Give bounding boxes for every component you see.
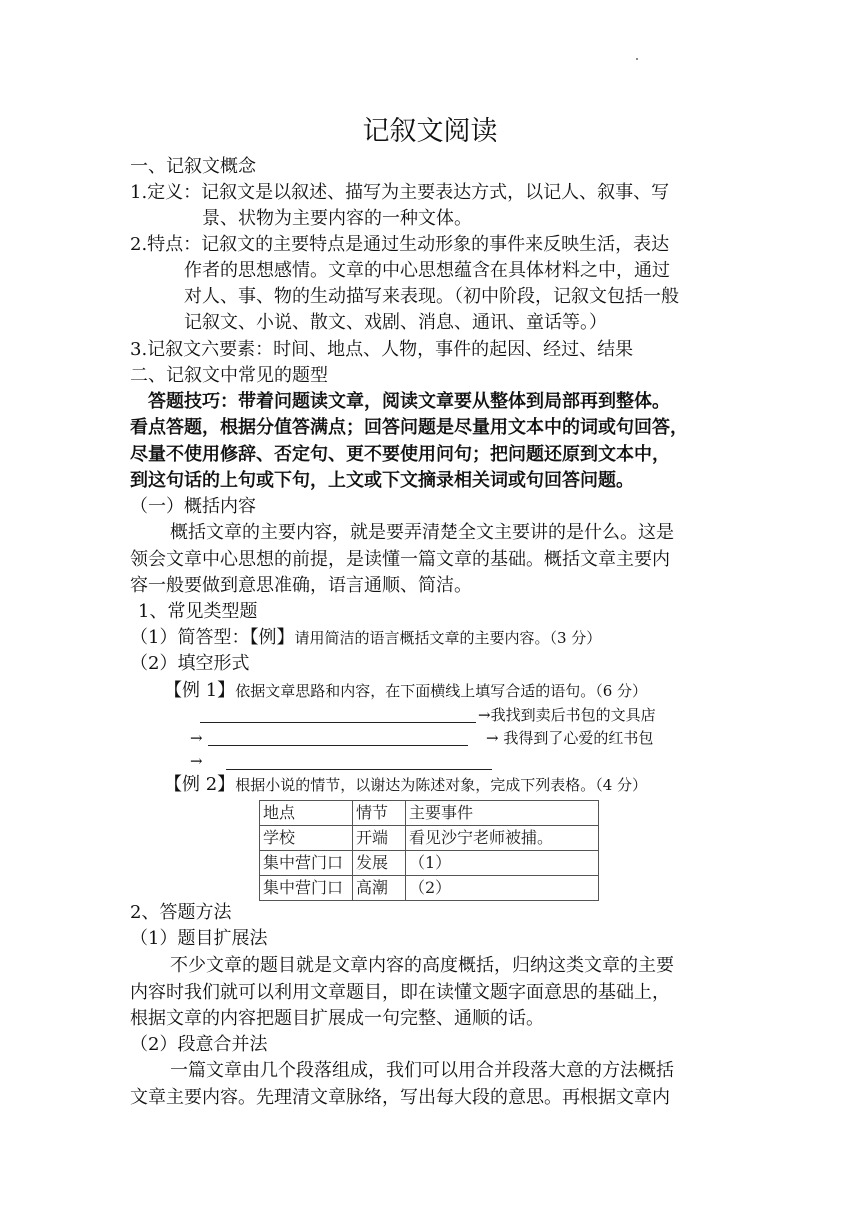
table-cell: 学校 <box>260 826 353 851</box>
example-2-tag: 【例 2】 <box>164 774 236 795</box>
blank-line-1 <box>200 722 476 723</box>
tips-line-3: 尽量不使用修辞、否定句、更不要使用问句；把问题还原到文本中， <box>130 444 670 465</box>
feature-line-1: 2.特点：记叙文的主要特点是通过生动形象的事件来反映生活，表达 <box>130 234 670 255</box>
method-1-line-3: 根据文章的内容把题目扩展成一句完整、通顺的话。 <box>130 1008 544 1029</box>
table-cell: 集中营门口 <box>260 851 353 876</box>
blank-line-2 <box>208 745 468 746</box>
feature-line-3: 对人、事、物的生动描写来表现。（初中阶段，记叙文包括一般 <box>184 286 679 307</box>
answer-methods-heading: 2、答题方法 <box>130 902 232 923</box>
method-2-line-1: 一篇文章由几个段落组成，我们可以用合并段落大意的方法概括 <box>170 1060 674 1081</box>
section-heading-question-types: 二、记叙文中常见的题型 <box>130 365 328 386</box>
flow-arrow-2: → <box>190 729 203 747</box>
feature-line-2: 作者的思想感情。文章的中心思想蕴含在具体材料之中，通过 <box>184 260 670 281</box>
tips-line-4: 到这句话的上句或下句，上文或下文摘录相关词或句回答问题。 <box>130 470 634 491</box>
method-2-heading: （2）段意合并法 <box>130 1034 268 1055</box>
table-header-cell: 主要事件 <box>406 801 599 826</box>
six-elements-line: 3.记叙文六要素：时间、地点、人物，事件的起因、经过、结果 <box>130 339 634 360</box>
table-header-cell: 地点 <box>260 801 353 826</box>
section-heading-concept: 一、记叙文概念 <box>130 156 256 177</box>
subheading-summarize: （一）概括内容 <box>130 496 256 517</box>
plot-table <box>259 800 599 901</box>
method-1-heading: （1）题目扩展法 <box>130 928 268 949</box>
short-answer-label: （1）简答型： <box>130 627 250 648</box>
corner-dot <box>636 58 638 60</box>
table-cell: 集中营门口 <box>260 876 353 901</box>
method-1-line-1: 不少文章的题目就是文章内容的高度概括，归纳这类文章的主要 <box>170 955 674 976</box>
table-row <box>260 876 599 901</box>
summary-para-line-1: 概括文章的主要内容，就是要弄清楚全文主要讲的是什么。这是 <box>170 522 674 543</box>
summary-para-line-3: 容一般要做到意思准确，语言通顺、简洁。 <box>130 575 472 596</box>
table-cell: 高潮 <box>353 876 406 901</box>
example-1-tag: 【例 1】 <box>164 680 236 701</box>
method-2-line-2: 文章主要内容。先理清文章脉络，写出每大段的意思。再根据文章内 <box>130 1087 670 1108</box>
feature-line-4: 记叙文、小说、散文、戏剧、消息、通讯、童话等。） <box>184 312 607 333</box>
fill-blank-heading: （2）填空形式 <box>130 653 250 674</box>
short-answer-item <box>130 625 601 651</box>
table-row <box>260 826 599 851</box>
short-answer-question: 请用简洁的语言概括文章的主要内容。（3 分） <box>294 629 602 647</box>
table-header-cell: 情节 <box>353 801 406 826</box>
table-header-row <box>260 801 599 826</box>
table-cell: 发展 <box>353 851 406 876</box>
example-2-text: 根据小说的情节，以谢达为陈述对象，完成下列表格。（4 分） <box>235 776 648 794</box>
example-2 <box>164 772 647 798</box>
table-cell: （2） <box>406 876 599 901</box>
table-cell: 开端 <box>353 826 406 851</box>
table-cell: 看见沙宁老师被捕。 <box>406 826 599 851</box>
example-1 <box>164 678 647 704</box>
example-1-text: 依据文章思路和内容，在下面横线上填写合适的语句。（6 分） <box>235 682 648 700</box>
table-cell: （1） <box>406 851 599 876</box>
summary-para-line-2: 领会文章中心思想的前提，是读懂一篇文章的基础。概括文章主要内 <box>130 549 670 570</box>
example-tag: 【例】 <box>249 627 295 648</box>
table-row <box>260 851 599 876</box>
page-title: 记叙文阅读 <box>362 116 498 147</box>
flow-arrow-3: → <box>190 752 203 770</box>
flow-step-1: →我找到卖后书包的文具店 <box>478 706 656 724</box>
definition-line-1: 1.定义：记叙文是以叙述、描写为主要表达方式，以记人、叙事、写 <box>130 182 670 203</box>
definition-line-2: 景、状物为主要内容的一种文体。 <box>202 208 472 229</box>
method-1-line-2: 内容时我们就可以利用文章题目，即在读懂文题字面意思的基础上， <box>130 982 670 1003</box>
blank-line-3 <box>226 769 492 770</box>
tips-line-2: 看点答题，根据分值答满点；回答问题是尽量用文本中的词或句回答， <box>130 417 688 438</box>
common-types-heading: 1、常见类型题 <box>138 601 258 622</box>
flow-step-2: → 我得到了心爱的红书包 <box>486 729 654 747</box>
tips-line-1: 答题技巧：带着问题读文章，阅读文章要从整体到局部再到整体。 <box>148 391 670 412</box>
